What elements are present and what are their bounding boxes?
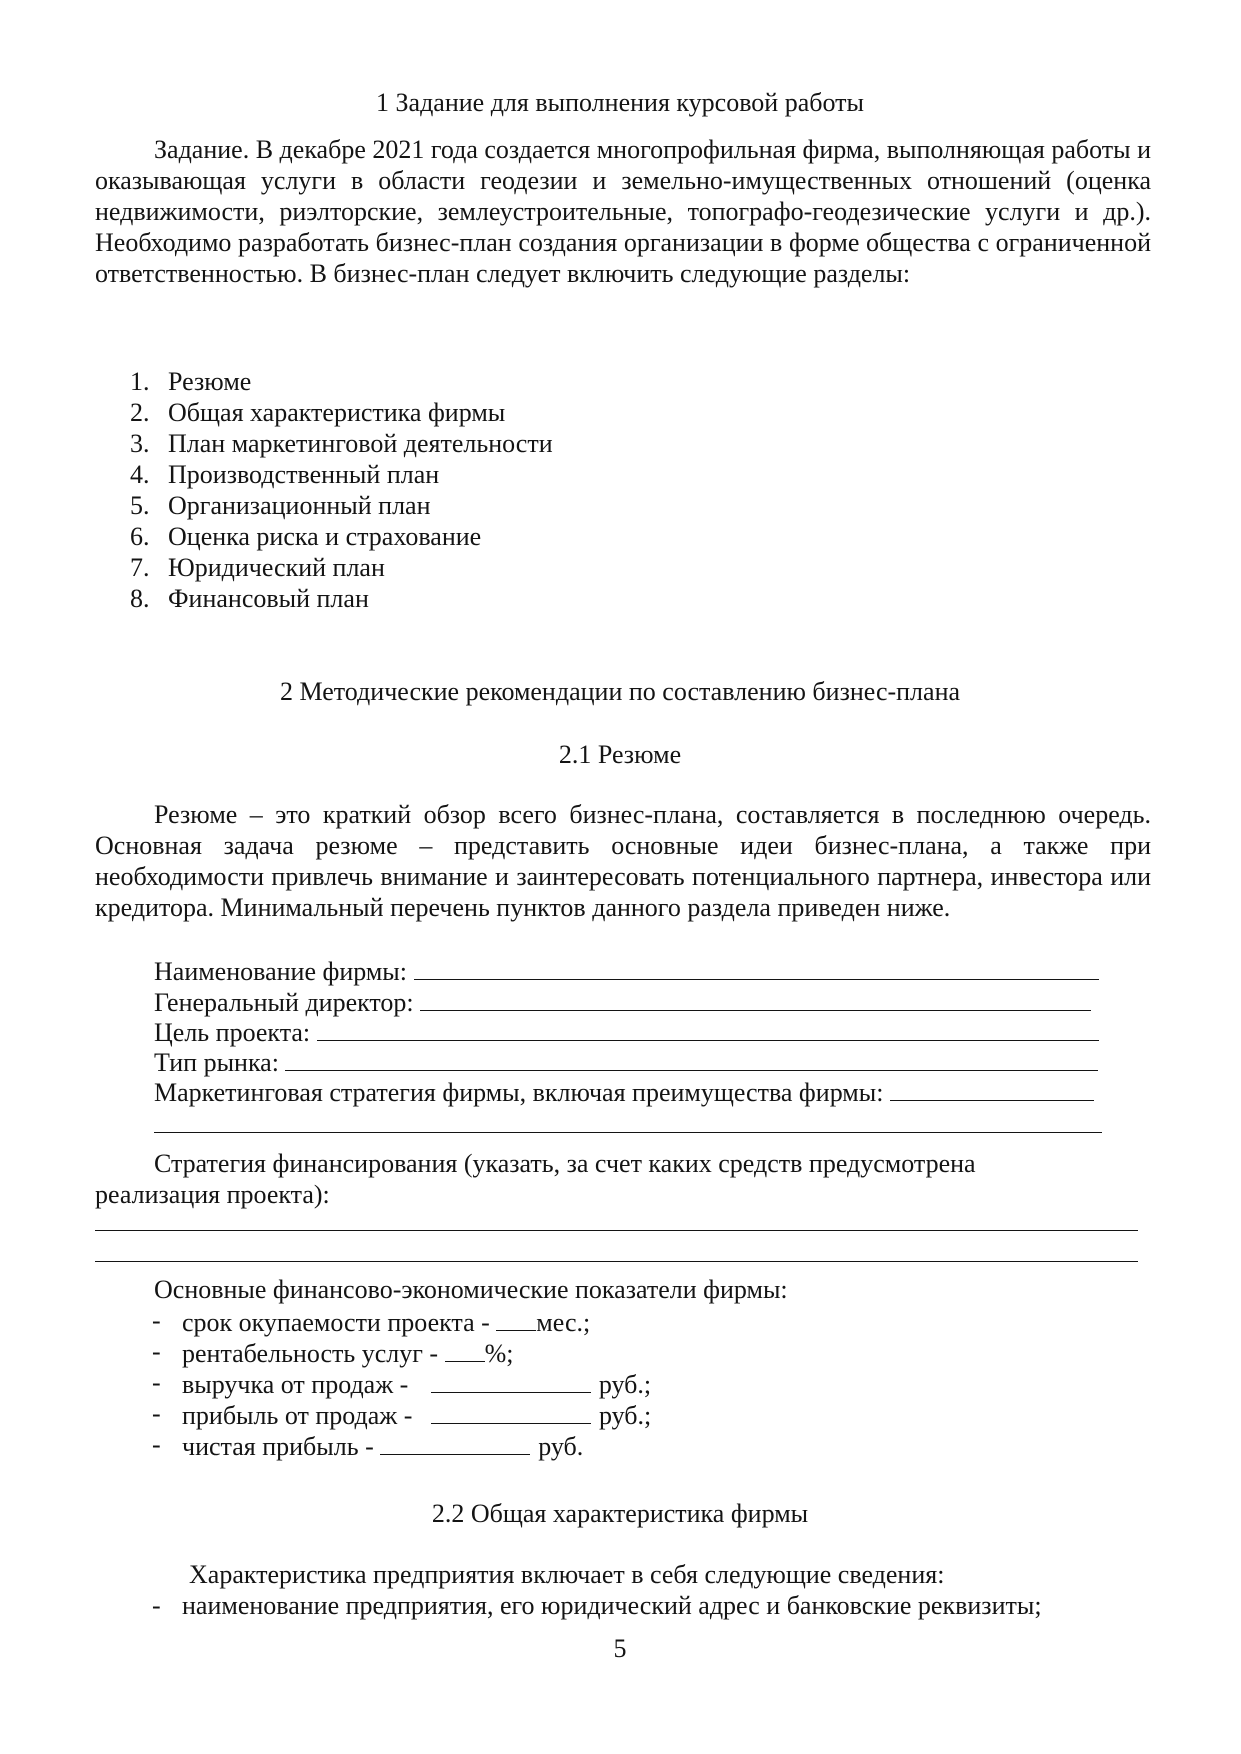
- list-dash: -: [152, 1368, 161, 1397]
- financing-answer-line-2[interactable]: [95, 1261, 1138, 1262]
- indicators-heading: Основные финансово-экономические показатели фирмы:: [154, 1275, 788, 1304]
- list-text: Производственный план: [168, 460, 440, 489]
- resume-paragraph: Резюме – это краткий обзор всего бизнес-плана, составляется в последнюю очередь. Основная задача резюме – представить основные идеи бизнес-плана, а также при необходимости привлечь внимание и заинтересовать потенциального партнера, инвестора или кредитора. Минимальный перечень пунктов данного раздела приведен ниже.: [95, 800, 1151, 922]
- marketing-strategy-label: Маркетинговая стратегия фирмы, включая преимущества фирмы:: [154, 1078, 884, 1107]
- list-text: Организационный план: [168, 491, 431, 520]
- sales-profit-text: [182, 1399, 651, 1431]
- list-number: 2.: [130, 398, 150, 427]
- director-row: [154, 986, 1091, 1018]
- section-2-heading: 2 Методические рекомендации по составлению бизнес-плана: [279, 677, 961, 706]
- profitability-label: рентабельность услуг -: [182, 1339, 439, 1368]
- page-number: 5: [613, 1634, 627, 1663]
- payback-label: срок окупаемости проекта -: [182, 1308, 490, 1337]
- payback-text: [182, 1306, 590, 1338]
- company-name-label: Наименование фирмы:: [154, 957, 407, 986]
- subsection-2-2-heading: 2.2 Общая характеристика фирмы: [431, 1499, 809, 1528]
- list-dash: -: [152, 1337, 161, 1366]
- goal-row: [154, 1016, 1099, 1048]
- list-number: 8.: [130, 584, 150, 613]
- profitability-text: [182, 1337, 513, 1369]
- sales-profit-label: прибыль от продаж -: [182, 1401, 413, 1430]
- subsection-2-1-heading: 2.1 Резюме: [558, 740, 682, 769]
- payback-unit: мес.;: [536, 1308, 591, 1337]
- revenue-label: выручка от продаж -: [182, 1370, 409, 1399]
- characteristics-intro: Характеристика предприятия включает в себя следующие сведения:: [189, 1560, 945, 1589]
- sales-profit-unit: руб.;: [598, 1401, 652, 1430]
- director-label: Генеральный директор:: [154, 988, 414, 1017]
- list-number: 1.: [130, 367, 150, 396]
- list-number: 4.: [130, 460, 150, 489]
- list-number: 5.: [130, 491, 150, 520]
- marketing-strategy-row: [154, 1076, 1094, 1108]
- section-1-heading: 1 Задание для выполнения курсовой работы: [376, 88, 864, 117]
- market-type-blank[interactable]: [285, 1046, 1098, 1071]
- company-name-blank[interactable]: [414, 955, 1099, 980]
- profitability-blank[interactable]: [445, 1337, 485, 1362]
- financing-answer-line-1[interactable]: [95, 1230, 1138, 1231]
- market-type-row: [154, 1046, 1098, 1078]
- revenue-unit: руб.;: [598, 1370, 652, 1399]
- profitability-unit: %;: [484, 1339, 514, 1368]
- marketing-strategy-blank[interactable]: [890, 1076, 1094, 1101]
- list-dash: -: [152, 1591, 161, 1620]
- list-text: Резюме: [168, 367, 252, 396]
- net-profit-unit: руб.: [538, 1432, 584, 1461]
- director-blank[interactable]: [420, 986, 1091, 1011]
- task-paragraph: Задание. В декабре 2021 года создается многопрофильная фирма, выполняющая работы и оказывающая услуги в области геодезии и земельно-имущественных отношений (оценка недвижимости, риэлторские, землеустроительные, топографо-геодезические услуги и др.). Необходимо разработать бизнес-план создания организации в форме общества с ограниченной ответственностью. В бизнес-план следует включить следующие разделы:: [95, 135, 1151, 288]
- goal-label: Цель проекта:: [154, 1018, 311, 1047]
- list-text: Финансовый план: [168, 584, 369, 613]
- list-number: 6.: [130, 522, 150, 551]
- list-dash: -: [152, 1306, 161, 1335]
- net-profit-blank[interactable]: [380, 1430, 530, 1455]
- revenue-blank[interactable]: [431, 1368, 591, 1393]
- characteristics-item-text: наименование предприятия, его юридический адрес и банковские реквизиты;: [182, 1591, 1042, 1620]
- list-number: 3.: [130, 429, 150, 458]
- financing-strategy-line1: Стратегия финансирования (указать, за счет каких средств предусмотрена: [154, 1149, 976, 1178]
- revenue-text: [182, 1368, 651, 1400]
- list-number: 7.: [130, 553, 150, 582]
- goal-blank[interactable]: [317, 1016, 1099, 1041]
- list-dash: -: [152, 1399, 161, 1428]
- financing-strategy-line2: реализация проекта):: [95, 1180, 330, 1209]
- list-text: Юридический план: [168, 553, 385, 582]
- list-text: План маркетинговой деятельности: [168, 429, 553, 458]
- list-text: Общая характеристика фирмы: [168, 398, 506, 427]
- net-profit-text: [182, 1430, 583, 1462]
- payback-blank[interactable]: [496, 1306, 536, 1331]
- net-profit-label: чистая прибыль -: [182, 1432, 374, 1461]
- marketing-strategy-continuation-line[interactable]: [154, 1132, 1102, 1133]
- market-type-label: Тип рынка:: [154, 1048, 279, 1077]
- list-dash: -: [152, 1430, 161, 1459]
- list-text: Оценка риска и страхование: [168, 522, 482, 551]
- sales-profit-blank[interactable]: [431, 1399, 591, 1424]
- company-name-row: [154, 955, 1099, 987]
